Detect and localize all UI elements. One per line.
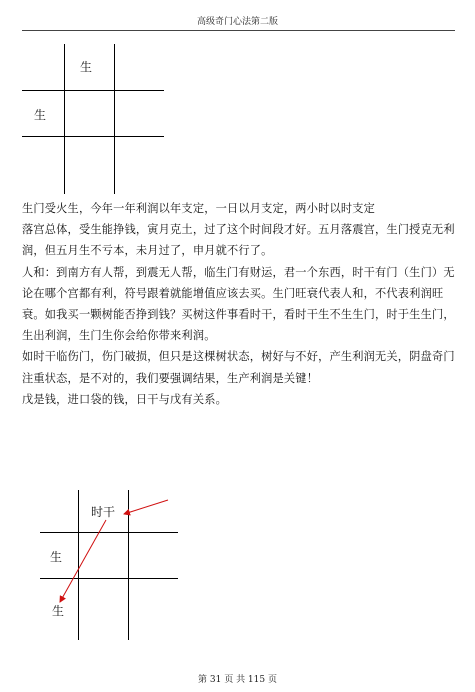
paragraph: 生门受火生，今年一年利润以年支定，一日以月支定，两小时以时支定 — [22, 202, 376, 215]
arrow-into-shigan — [124, 500, 168, 514]
header-divider — [22, 30, 455, 31]
palace-label-shigan: 时干 — [91, 505, 116, 519]
arrow-shigan-to-bottom — [60, 520, 106, 602]
paragraph: 落宫总体，受生能挣钱，寅月克土，过了这个时间段才好。五月落震宫，生门授克无利润，但五月生不亏本，未月过了，申月就不行了。 — [22, 223, 455, 258]
paragraph: 如时干临伤门，伤门破损，但只是这棵树状态，树好与不好，产生利润无关，阴盘奇门注重状态，是不对的，我们要强调结果，生产利润是关键！ — [22, 350, 455, 385]
paragraph: 人和：到南方有人帮，到震无人帮，临生门有财运，君一个东西，时干有门（生门）无论在哪个宫都有利，符号跟着就能增值应该去买。生门旺衰代表人和，不代表利润旺衰。如我买一颗树能否挣到钱？买树这件事看时干，看时干生不生生门，时于生生门，生出利润，生门生你会给你带来利润。 — [22, 265, 455, 343]
arrow-overlay — [40, 490, 200, 640]
grid-vertical-line — [64, 44, 65, 194]
palace-label-bottom: 生 — [52, 604, 65, 618]
grid-vertical-line — [114, 44, 115, 194]
paragraph: 戊是钱，进口袋的钱，日干与戊有关系。 — [22, 392, 227, 406]
page-number: 第 31 页 共 115 页 — [198, 675, 277, 685]
palace-label-mid: 生 — [50, 550, 63, 564]
palace-label-top: 生 — [80, 60, 93, 74]
palace-grid-top — [22, 44, 164, 194]
palace-label-left: 生 — [34, 108, 47, 122]
body-text — [22, 198, 462, 410]
grid-horizontal-line — [22, 136, 164, 137]
page-header: 高级奇门心法第二版 — [196, 17, 278, 27]
grid-horizontal-line — [22, 90, 164, 91]
